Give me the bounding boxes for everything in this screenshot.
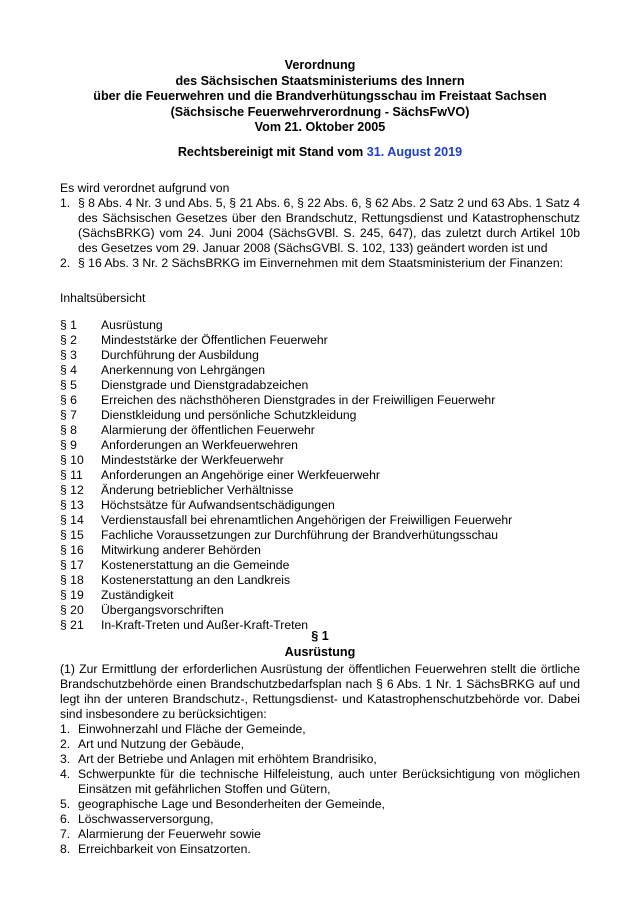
toc-entry (60, 603, 580, 618)
toc-section-number: § 9 (60, 438, 77, 452)
list-item (60, 797, 580, 812)
status-date: 31. August 2019 (366, 145, 463, 159)
list-item (60, 196, 580, 256)
toc-entry (60, 363, 580, 378)
header-line: des Sächsischen Staatsministeriums des Innern (175, 73, 465, 88)
toc-entry (60, 333, 580, 348)
list-text: Schwerpunkte für die technische Hilfeleistung, auch unter Berücksichtigung von möglichen Einsätzen mit gefährlichen Stoffen und Gütern, (78, 767, 580, 796)
toc-section-number: § 20 (60, 603, 84, 617)
toc-entry (60, 498, 580, 513)
toc-section-title: Kostenerstattung an die Gemeinde (101, 558, 290, 572)
toc-section-number: § 12 (60, 483, 84, 497)
list-number: 8. (60, 842, 71, 856)
toc-section-number: § 2 (60, 333, 77, 347)
toc-entry (60, 408, 580, 423)
toc-section-title: Mitwirkung anderer Behörden (101, 543, 261, 557)
section-title: Ausrüstung (284, 645, 356, 659)
list-number: 7. (60, 827, 71, 841)
header-line: (Sächsische Feuerwehrverordnung - SächsFwVO) (170, 104, 470, 119)
list-number: 3. (60, 752, 71, 766)
toc-entry (60, 423, 580, 438)
list-text: § 8 Abs. 4 Nr. 3 und Abs. 5, § 21 Abs. 6, § 22 Abs. 6, § 62 Abs. 2 Satz 2 und 63 Abs. 1 Satz 4 des Sächsischen Gesetzes über den Brandschutz, Rettungsdienst und Katastrophenschutz (SächsBRKG) vom 24. Juni 2004 (SächsGVBl. S. 245, 647), das zuletzt durch Artikel 10b des Gesetzes vom 29. Januar 2008 (SächsGVBl. S. 102, 133) geändert worden ist und (78, 196, 580, 255)
toc-section-number: § 15 (60, 528, 84, 542)
document-header (40, 58, 600, 136)
toc-section-title: Durchführung der Ausbildung (101, 348, 259, 362)
list-number: 1. (60, 196, 71, 210)
toc-section-number: § 13 (60, 498, 84, 512)
preamble-list (60, 196, 580, 271)
list-item (60, 812, 580, 827)
toc-section-number: § 1 (60, 318, 77, 332)
toc-entry (60, 438, 580, 453)
list-item (60, 767, 580, 797)
toc-section-title: Alarmierung der öffentlichen Feuerwehr (101, 423, 315, 437)
toc-section-number: § 19 (60, 588, 84, 602)
list-text: Erreichbarkeit von Einsatzorten. (78, 842, 251, 856)
toc-section-number: § 5 (60, 378, 77, 392)
toc-section-number: § 10 (60, 453, 84, 467)
toc-title: Inhaltsübersicht (60, 291, 146, 305)
list-item (60, 256, 580, 271)
toc-entry (60, 588, 580, 603)
list-text: geographische Lage und Besonderheiten der Gemeinde, (78, 797, 385, 811)
toc-entry (60, 528, 580, 543)
toc-section-title: Ausrüstung (101, 318, 163, 332)
toc-section-title: Kostenerstattung an den Landkreis (101, 573, 291, 587)
list-number: 2. (60, 737, 71, 751)
section-paragraph (60, 662, 580, 722)
toc-section-title: Anforderungen an Angehörige einer Werkfeuerwehr (101, 468, 380, 482)
section-list (60, 722, 580, 857)
toc-section-title: Anerkennung von Lehrgängen (101, 363, 265, 377)
toc-section-title: Übergangsvorschriften (101, 603, 224, 617)
toc-entry (60, 543, 580, 558)
toc-section-number: § 11 (60, 468, 83, 482)
status-prefix: Rechtsbereinigt mit Stand vom (177, 145, 367, 159)
toc-section-number: § 21 (60, 618, 84, 632)
list-text: Alarmierung der Feuerwehr sowie (78, 827, 261, 841)
toc-section-title: Verdienstausfall bei ehrenamtlichen Angehörigen der Freiwilligen Feuerwehr (101, 513, 513, 527)
toc-section-number: § 3 (60, 348, 77, 362)
list-item (60, 737, 580, 752)
list-item (60, 827, 580, 842)
header-line: über die Feuerwehren und die Brandverhütungsschau im Freistaat Sachsen (93, 89, 547, 103)
list-number: 2. (60, 256, 71, 270)
toc-entry (60, 378, 580, 393)
toc-section-number: § 17 (60, 558, 84, 572)
toc-section-title: In-Kraft-Treten und Außer-Kraft-Treten (101, 618, 309, 632)
list-number: 1. (60, 722, 71, 736)
toc-section-title: Erreichen des nächsthöheren Dienstgrades in der Freiwilligen Feuerwehr (101, 393, 496, 407)
toc-entry (60, 318, 580, 333)
toc-section-number: § 18 (60, 573, 84, 587)
toc-entry (60, 513, 580, 528)
status-line (40, 145, 600, 160)
toc-section-number: § 8 (60, 423, 77, 437)
list-item (60, 722, 580, 737)
header-line: Verordnung (284, 58, 356, 72)
toc-section-number: § 16 (60, 543, 84, 557)
list-text: Löschwasserversorgung, (78, 812, 214, 826)
toc-section-number: § 7 (60, 408, 77, 422)
list-text: Einwohnerzahl und Fläche der Gemeinde, (78, 722, 306, 736)
table-of-contents (60, 318, 580, 633)
list-item (60, 752, 580, 767)
toc-section-number: § 6 (60, 393, 77, 407)
toc-section-title: Höchstsätze für Aufwandsentschädigungen (101, 498, 335, 512)
list-number: 5. (60, 797, 71, 811)
list-text: Art und Nutzung der Gebäude, (78, 737, 244, 751)
section-heading (40, 628, 600, 660)
list-item (60, 842, 580, 857)
toc-section-number: § 4 (60, 363, 77, 377)
section-number: § 1 (311, 629, 329, 643)
toc-entry (60, 348, 580, 363)
toc-section-number: § 14 (60, 513, 84, 527)
toc-entry (60, 468, 580, 483)
toc-section-title: Änderung betrieblicher Verhältnisse (101, 483, 294, 497)
paragraph-text: (1) Zur Ermittlung der erforderlichen Ausrüstung der öffentlichen Feuerwehren stellt die örtliche Brandschutzbehörde einen Brandschutzbedarfsplan nach § 6 Abs. 1 Nr. 1 SächsBRKG auf und legt ihn der unteren Brandschutz-, Rettungsdienst- und Katastrophenschutzbehörde vor. Dabei sind insbesondere zu berücksichtigen: (60, 662, 580, 721)
toc-section-title: Fachliche Voraussetzungen zur Durchführung der Brandverhütungsschau (101, 528, 499, 542)
toc-entry (60, 558, 580, 573)
toc-section-title: Mindeststärke der Öffentlichen Feuerwehr (101, 333, 328, 347)
list-text: Art der Betriebe und Anlagen mit erhöhtem Brandrisiko, (78, 752, 377, 766)
toc-entry (60, 453, 580, 468)
list-number: 4. (60, 767, 71, 781)
preamble-intro: Es wird verordnet aufgrund von (60, 181, 230, 195)
header-line: Vom 21. Oktober 2005 (254, 120, 386, 134)
toc-entry (60, 573, 580, 588)
list-number: 6. (60, 812, 71, 826)
toc-entry (60, 483, 580, 498)
toc-section-title: Dienstgrade und Dienstgradabzeichen (101, 378, 309, 392)
toc-section-title: Anforderungen an Werkfeuerwehren (101, 438, 298, 452)
toc-entry (60, 393, 580, 408)
toc-section-title: Dienstkleidung und persönliche Schutzkleidung (101, 408, 357, 422)
toc-section-title: Zuständigkeit (101, 588, 174, 602)
toc-section-title: Mindeststärke der Werkfeuerwehr (101, 453, 284, 467)
list-text: § 16 Abs. 3 Nr. 2 SächsBRKG im Einvernehmen mit dem Staatsministerium der Finanzen: (78, 256, 563, 270)
